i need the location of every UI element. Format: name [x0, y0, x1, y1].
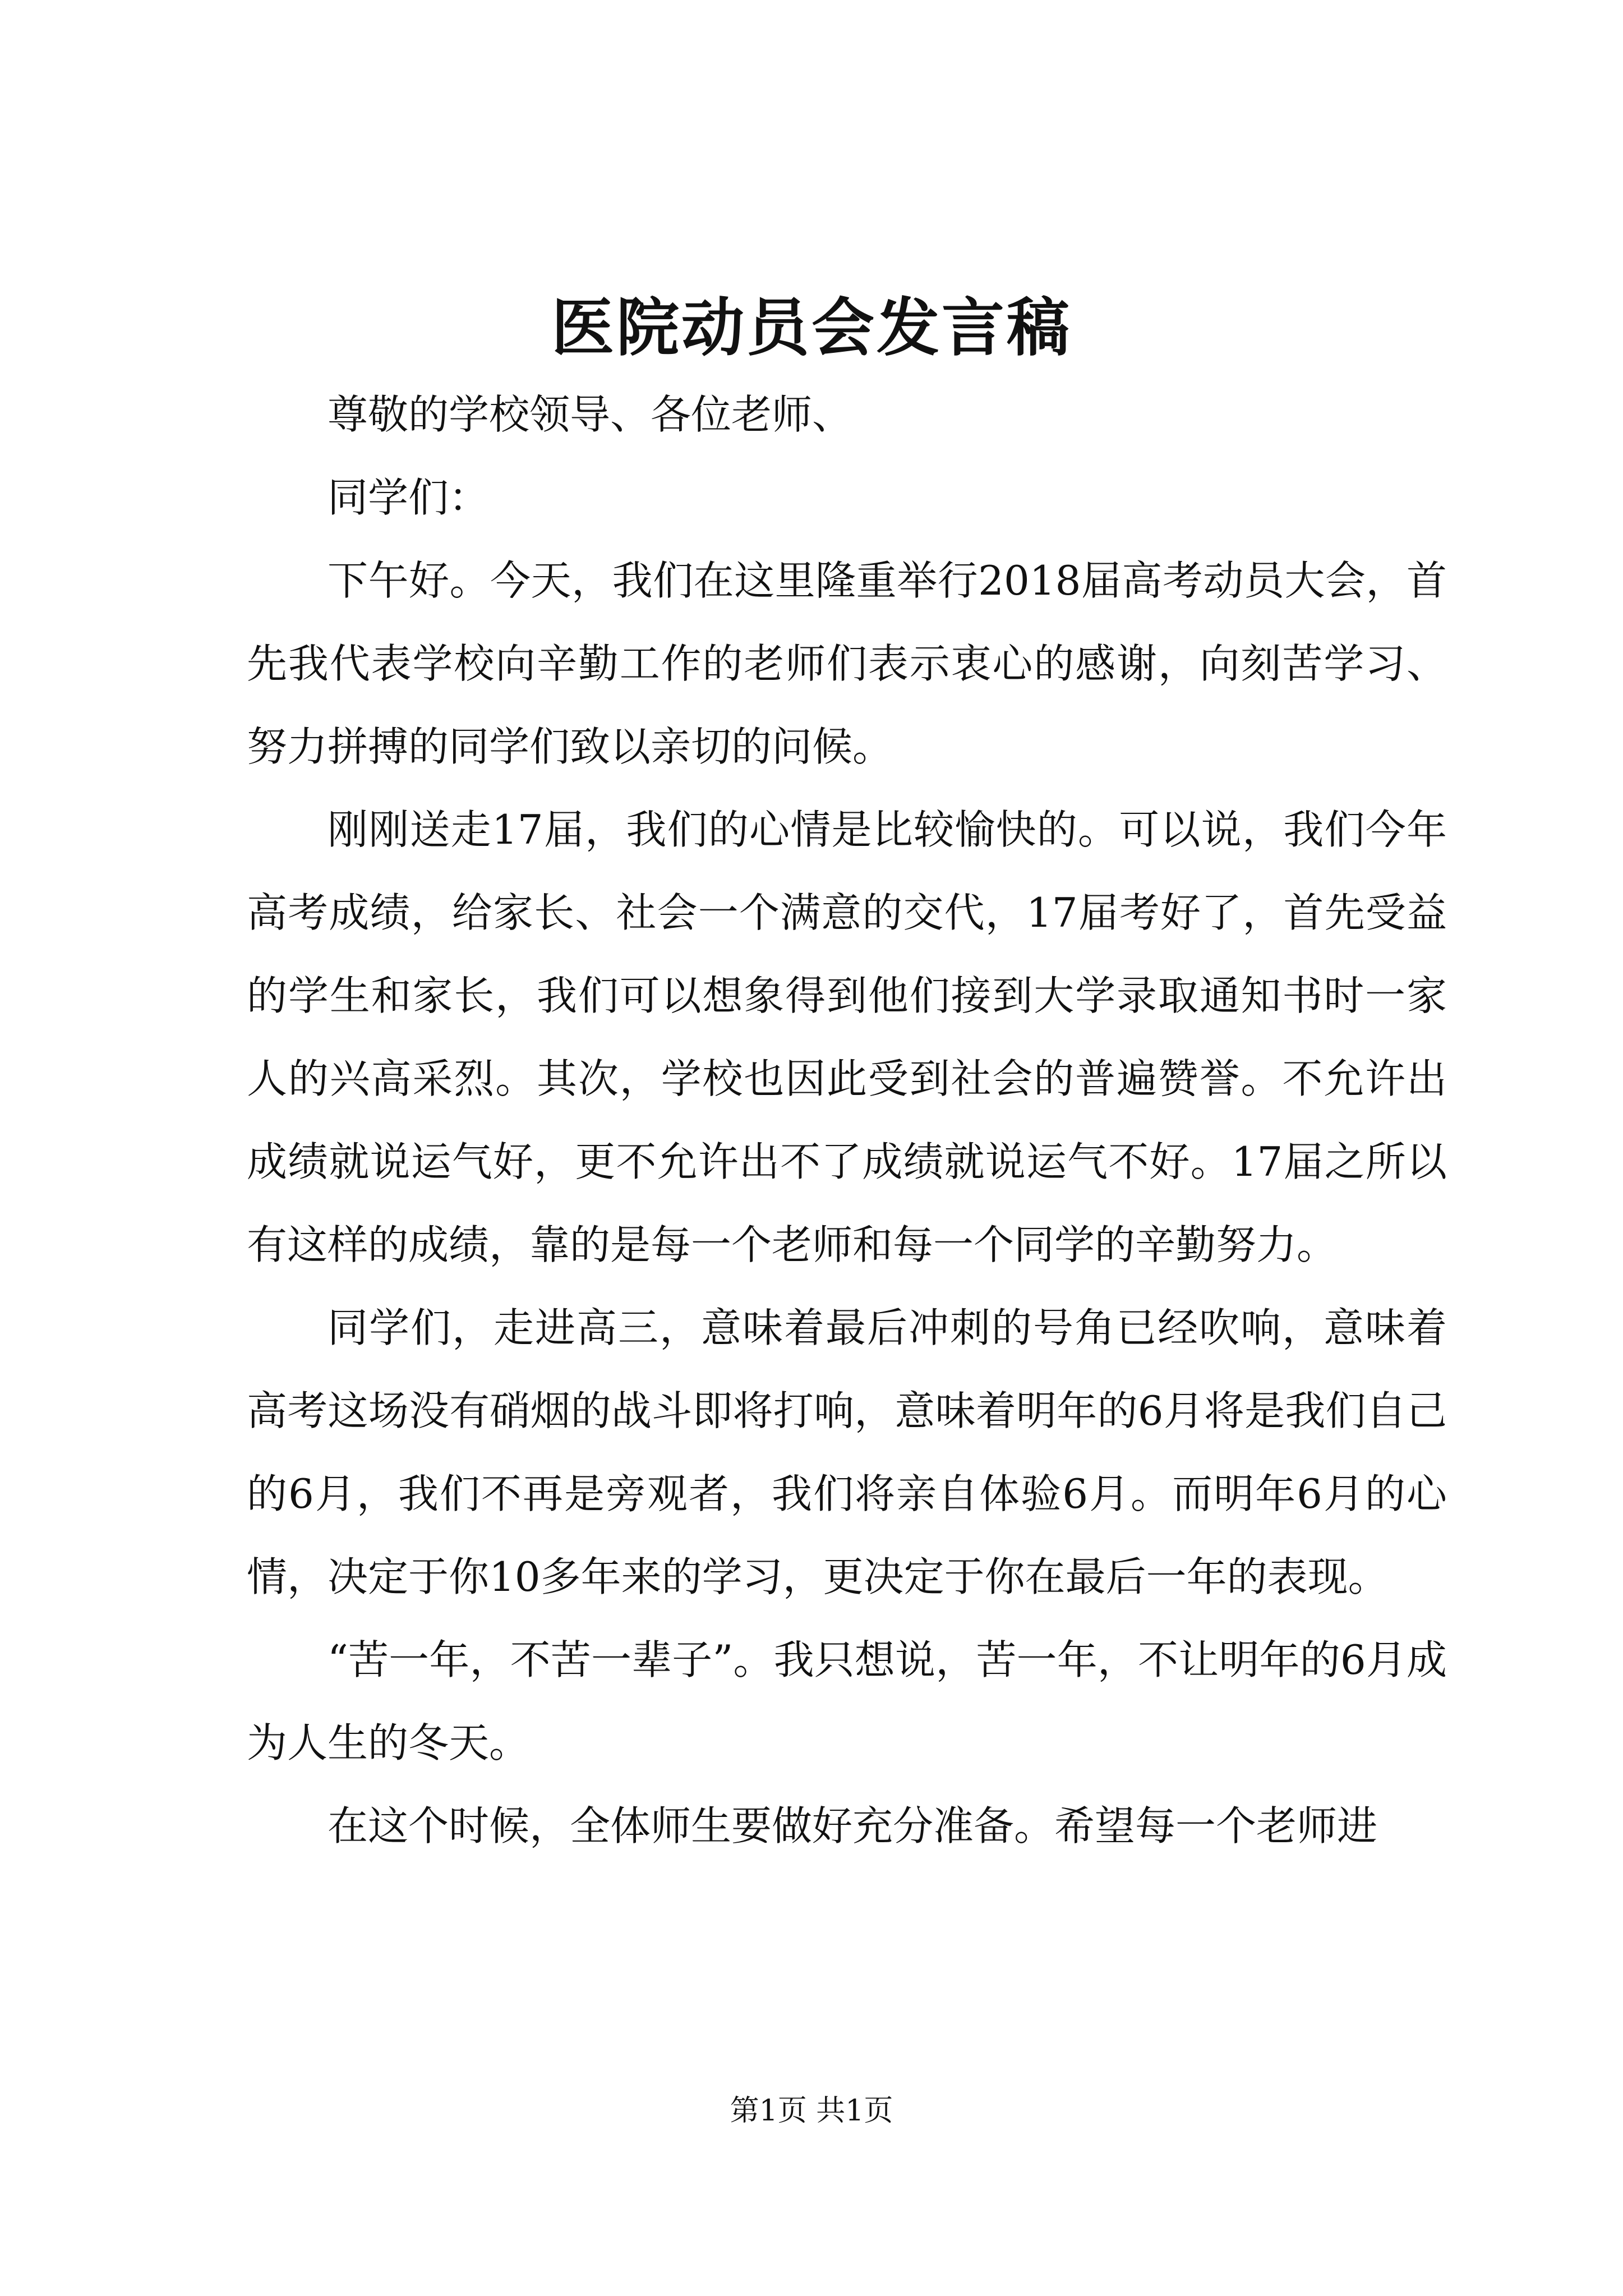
paragraph-quote: “苦一年，不苦一辈子”。我只想说，苦一年，不让明年的6月成为人生的冬天。	[247, 1636, 1447, 1766]
salutation-line-1: 尊敬的学校领导、各位老师、	[328, 391, 853, 438]
document-body	[247, 373, 1447, 1867]
document-title: 医院动员会发言稿	[551, 291, 1072, 365]
paragraph-senior-year: 同学们，走进高三，意味着最后冲刺的号角已经吹响，意味着高考这场没有硝烟的战斗即将打响，意味着明年的6月将是我们自己的6月，我们不再是旁观者，我们将亲自体验6月。而明年6月的心情，决定于你10多年来的学习，更决定于你在最后一年的表现。	[247, 1304, 1447, 1600]
paragraph-last-year: 刚刚送走17届，我们的心情是比较愉快的。可以说，我们今年高考成绩，给家长、社会一个满意的交代，17届考好了，首先受益的学生和家长，我们可以想象得到他们接到大学录取通知书时一家人的兴高采烈。其次，学校也因此受到社会的普遍赞誉。不允许出成绩就说运气好，更不允许出不了成绩就说运气不好。17届之所以有这样的成绩，靠的是每一个老师和每一个同学的辛勤努力。	[247, 806, 1447, 1268]
paragraph-greeting: 下午好。今天，我们在这里隆重举行2018届高考动员大会，首先我代表学校向辛勤工作的老师们表示衷心的感谢，向刻苦学习、努力拼搏的同学们致以亲切的问候。	[247, 557, 1447, 770]
salutation-line-2: 同学们：	[328, 474, 490, 521]
paragraph-preparation: 在这个时候，全体师生要做好充分准备。希望每一个老师进	[328, 1802, 1378, 1849]
page-number-footer: 第1页 共1页	[730, 2094, 893, 2128]
